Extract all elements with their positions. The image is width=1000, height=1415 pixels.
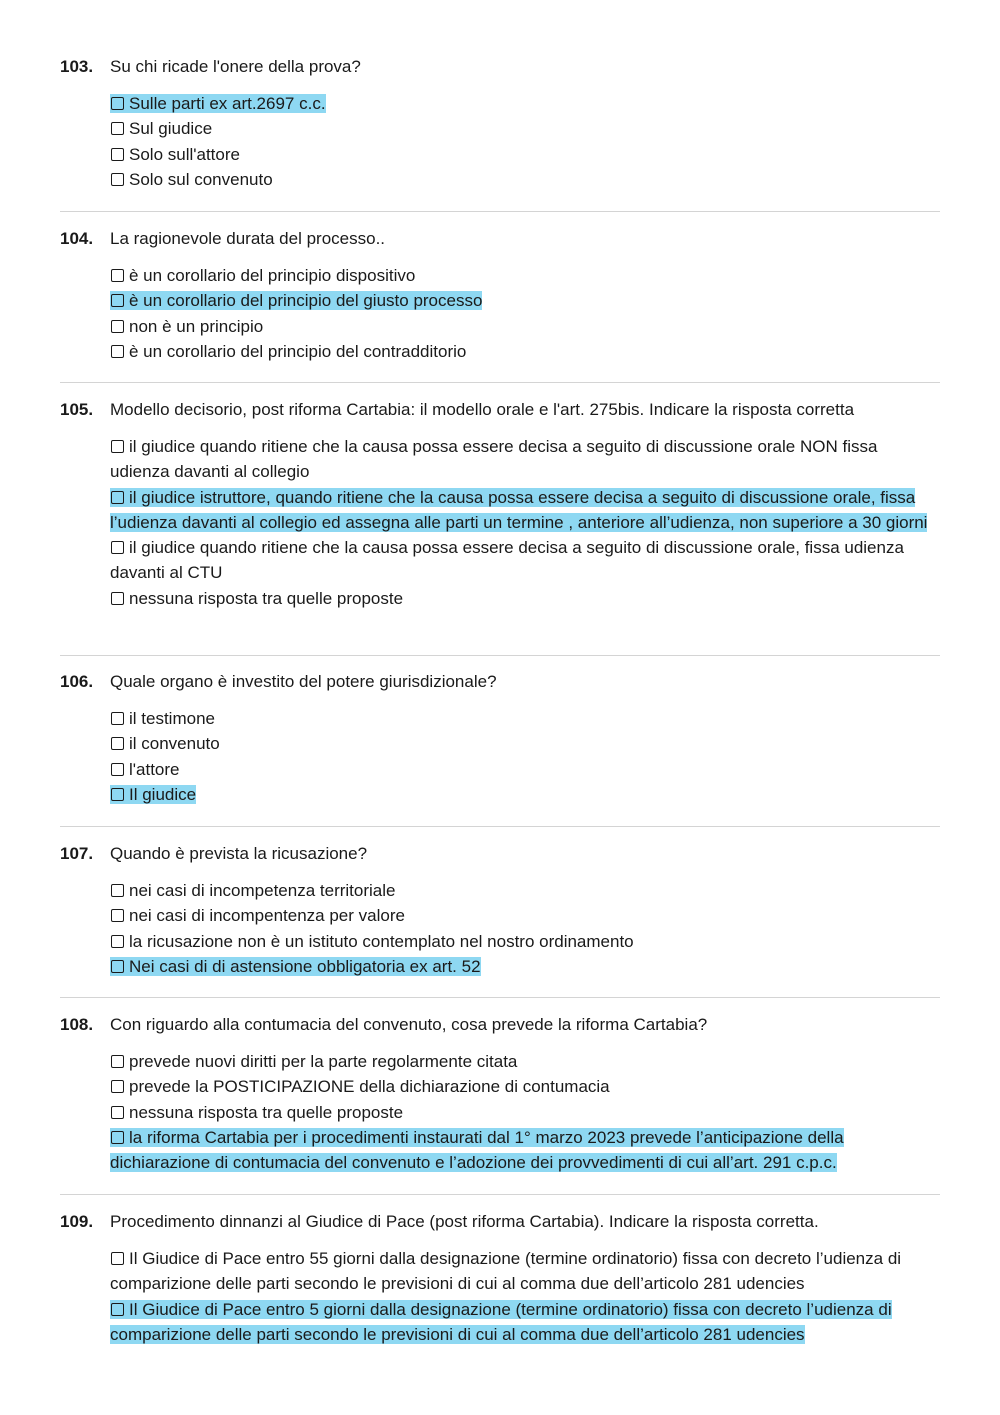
question-text: Quando è prevista la ricusazione? <box>110 844 368 863</box>
answer-option[interactable] <box>110 91 940 116</box>
divider <box>60 997 940 998</box>
answer-option[interactable] <box>110 314 940 339</box>
checkbox-icon[interactable] <box>111 712 124 725</box>
question-number: 106. <box>60 672 94 691</box>
answer-text: è un corollario del principio del giusto processo <box>129 291 483 311</box>
answer-text: Il Giudice di Pace entro 55 giorni dalla designazione (termine ordinatorio) fissa con decreto l’udienza di comparizione delle parti secondo le previsioni di cui al comma due dell’articolo 281 udencies <box>110 1249 902 1294</box>
answer-text: il giudice istruttore, quando ritiene che la causa possa essere decisa a seguito di discussione orale, fissa l’udienza davanti al collegio ed assegna alle parti un termine , anteriore all’udienza, non superiore a 30 giorni <box>110 487 928 532</box>
answer-option[interactable] <box>110 263 940 288</box>
answer-options <box>110 1246 940 1347</box>
answer-option[interactable] <box>110 1125 940 1176</box>
checkbox-icon[interactable] <box>111 737 124 750</box>
question-number: 105. <box>60 400 94 419</box>
answer-option[interactable] <box>110 535 940 586</box>
answer-option[interactable] <box>110 757 940 782</box>
answer-option[interactable] <box>110 142 940 167</box>
question-text: La ragionevole durata del processo.. <box>110 229 386 248</box>
question-text: Quale organo è investito del potere giurisdizionale? <box>110 672 497 691</box>
answer-text: il testimone <box>129 709 215 728</box>
divider <box>60 826 940 827</box>
answer-text: Sul giudice <box>129 119 213 139</box>
answer-option[interactable] <box>110 1074 940 1099</box>
answer-text: nei casi di incompetenza territoriale <box>129 881 396 900</box>
question-number: 104. <box>60 229 94 248</box>
answer-text: il giudice quando ritiene che la causa possa essere decisa a seguito di discussione orale NON fissa udienza davanti al collegio <box>110 437 878 482</box>
checkbox-icon[interactable] <box>111 541 124 554</box>
divider <box>60 382 940 383</box>
answer-option[interactable] <box>110 706 940 731</box>
divider <box>60 211 940 212</box>
answer-options <box>110 878 940 979</box>
answer-options <box>110 91 940 192</box>
divider <box>60 655 940 656</box>
answer-option[interactable] <box>110 731 940 756</box>
answer-option[interactable] <box>110 339 940 364</box>
answer-option[interactable] <box>110 1049 940 1074</box>
question-number: 103. <box>60 57 94 76</box>
answer-text: Il Giudice di Pace entro 5 giorni dalla designazione (termine ordinatorio) fissa con decreto l’udienza di comparizione delle parti secondo le previsioni di cui al comma due dell’articolo 281 udencies <box>110 1299 892 1344</box>
answer-option[interactable] <box>110 903 940 928</box>
answer-text: la ricusazione non è un istituto contemplato nel nostro ordinamento <box>129 931 634 951</box>
answer-option[interactable] <box>110 878 940 903</box>
answer-option[interactable] <box>110 1246 940 1297</box>
checkbox-icon[interactable] <box>111 97 124 110</box>
answer-text: il giudice quando ritiene che la causa possa essere decisa a seguito di discussione orale, fissa udienza davanti al CTU <box>110 538 904 583</box>
question-text: Procedimento dinnanzi al Giudice di Pace (post riforma Cartabia). Indicare la risposta corretta. <box>110 1212 819 1231</box>
checkbox-icon[interactable] <box>111 1055 124 1068</box>
checkbox-icon[interactable] <box>111 491 124 504</box>
answer-text: nessuna risposta tra quelle proposte <box>129 1102 404 1122</box>
answer-text: Nei casi di di astensione obbligatoria ex art. 52 <box>129 956 481 976</box>
answer-options <box>110 263 940 364</box>
answer-text: Il giudice <box>129 784 197 804</box>
checkbox-icon[interactable] <box>111 269 124 282</box>
checkbox-icon[interactable] <box>111 1252 124 1265</box>
checkbox-icon[interactable] <box>111 909 124 922</box>
answer-text: è un corollario del principio del contradditorio <box>129 341 467 361</box>
answer-text: il convenuto <box>129 734 220 754</box>
checkbox-icon[interactable] <box>111 935 124 948</box>
answer-option[interactable] <box>110 288 940 313</box>
checkbox-icon[interactable] <box>111 592 124 605</box>
checkbox-icon[interactable] <box>111 1080 124 1093</box>
checkbox-icon[interactable] <box>111 440 124 453</box>
question-number: 109. <box>60 1212 94 1231</box>
checkbox-icon[interactable] <box>111 345 124 358</box>
answer-text: nei casi di incompentenza per valore <box>129 906 405 926</box>
answer-options <box>110 434 940 611</box>
answer-option[interactable] <box>110 434 940 485</box>
answer-text: non è un principio <box>129 316 264 336</box>
checkbox-icon[interactable] <box>111 173 124 186</box>
checkbox-icon[interactable] <box>111 1131 124 1144</box>
answer-option[interactable] <box>110 954 940 979</box>
answer-text: Sulle parti ex art.2697 c.c. <box>129 94 326 113</box>
checkbox-icon[interactable] <box>111 148 124 161</box>
checkbox-icon[interactable] <box>111 1106 124 1119</box>
answer-text: Solo sul convenuto <box>129 169 273 189</box>
answer-option[interactable] <box>110 1100 940 1125</box>
question-number: 107. <box>60 844 94 863</box>
answer-option[interactable] <box>110 116 940 141</box>
answer-text: l'attore <box>129 759 180 779</box>
answer-options <box>110 1049 940 1175</box>
checkbox-icon[interactable] <box>111 960 124 973</box>
answer-option[interactable] <box>110 485 940 536</box>
checkbox-icon[interactable] <box>111 884 124 897</box>
divider <box>60 1194 940 1195</box>
answer-option[interactable] <box>110 782 940 807</box>
checkbox-icon[interactable] <box>111 294 124 307</box>
answer-options <box>110 706 940 807</box>
checkbox-icon[interactable] <box>111 1303 124 1316</box>
question-number: 108. <box>60 1015 94 1034</box>
question-text: Modello decisorio, post riforma Cartabia: il modello orale e l'art. 275bis. Indicare la risposta corretta <box>110 400 855 419</box>
checkbox-icon[interactable] <box>111 788 124 801</box>
answer-text: è un corollario del principio dispositivo <box>129 266 416 285</box>
answer-option[interactable] <box>110 167 940 192</box>
checkbox-icon[interactable] <box>111 763 124 776</box>
answer-option[interactable] <box>110 1297 940 1348</box>
answer-text: nessuna risposta tra quelle proposte <box>129 588 404 608</box>
answer-text: prevede la POSTICIPAZIONE della dichiarazione di contumacia <box>129 1077 610 1097</box>
answer-text: la riforma Cartabia per i procedimenti instaurati dal 1° marzo 2023 prevede l’anticipazione della dichiarazione di contumacia del convenuto e l’adozione dei provvedimenti di cui all’art. 291 c.p.c. <box>110 1127 844 1173</box>
question-text: Con riguardo alla contumacia del convenuto, cosa prevede la riforma Cartabia? <box>110 1015 708 1034</box>
checkbox-icon[interactable] <box>111 122 124 135</box>
answer-text: prevede nuovi diritti per la parte regolarmente citata <box>129 1052 518 1071</box>
checkbox-icon[interactable] <box>111 320 124 333</box>
question-text: Su chi ricade l'onere della prova? <box>110 57 361 76</box>
answer-text: Solo sull'attore <box>129 144 240 164</box>
answer-option[interactable] <box>110 586 940 611</box>
answer-option[interactable] <box>110 929 940 954</box>
